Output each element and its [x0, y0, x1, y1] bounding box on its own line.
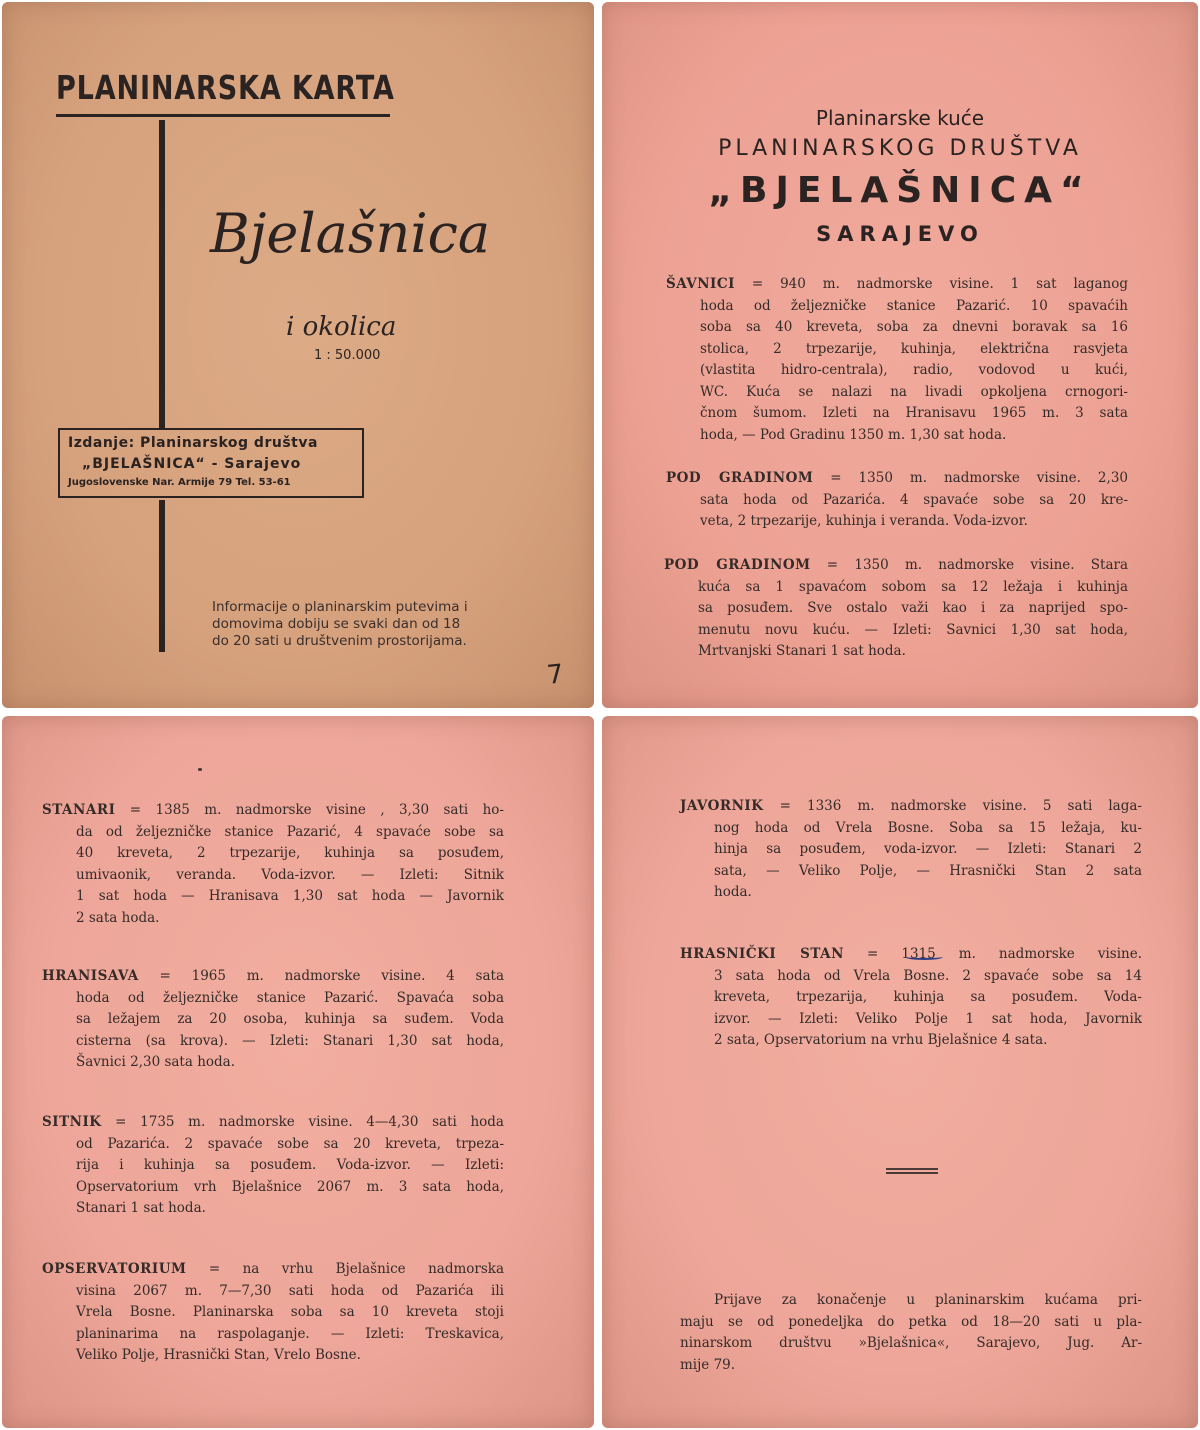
- entry-line: = 1350 m. nadmorske visine. 2,30: [813, 470, 1128, 486]
- entry-line: 1 sat hoda — Hranisava 1,30 sat hoda — Javornik: [76, 888, 504, 904]
- entry-line: nog hoda od Vrela Bosne. Soba sa 15 ležaja, ku-: [714, 819, 1142, 836]
- entry-line: sata hoda od Pazarića. 4 spavaće sobe sa 20 kre-: [700, 491, 1128, 508]
- hut-name: POD GRADINOM: [666, 470, 814, 486]
- vertical-rule-top: [159, 120, 165, 428]
- hut-entry-javornik: [680, 796, 1142, 904]
- note-line: ninarskom društvu »Bjelašnica«, Sarajevo, Jug. Ar-: [680, 1335, 1142, 1351]
- entry-line: hoda, — Pod Gradinu 1350 m. 1,30 sat hoda.: [700, 426, 1007, 443]
- entry-line: = 1965 m. nadmorske visine. 4 sata: [138, 968, 504, 984]
- publisher-line-2: „BJELAŠNICA“ - Sarajevo: [82, 456, 302, 472]
- entry-line: stolica, 2 trpezarije, kuhinja, električna rasvjeta: [700, 340, 1128, 357]
- pen-underline: [905, 954, 943, 960]
- entry-line: kuća sa 1 spavaćom sobom sa 12 ležaja i kuhinja: [698, 578, 1128, 595]
- entry-line: (vlastita hidro-centrala), radio, vodovod u kući,: [700, 362, 1128, 378]
- entry-line: menutu novu kuću. — Izleti: Savnici 1,30 sat hoda,: [698, 621, 1128, 638]
- entry-line: čnom šumom. Izleti na Hranisavu 1965 m. 3 sata: [700, 405, 1128, 421]
- entry-line: Šavnici 2,30 sata hoda.: [76, 1054, 236, 1070]
- entry-line: sa ležajem za 20 osoba, kuhinja sa suđem. Voda: [76, 1011, 504, 1027]
- entry-line: cisterna (sa krova). — Izleti: Stanari 1,30 sat hoda,: [76, 1032, 504, 1049]
- entry-line: veta, 2 trpezarije, kuhinja i veranda. Voda-izvor.: [700, 513, 1028, 529]
- hut-name: SITNIK: [42, 1114, 102, 1130]
- info-line: Informacije o planinarskim putevima i: [212, 599, 468, 615]
- entry-line: = 1385 m. nadmorske visine , 3,30 sati ho-: [115, 802, 504, 818]
- hut-entry-hrasnicki-stan: [680, 944, 1142, 1052]
- cover-subtitle: i okolica: [286, 312, 397, 342]
- map-scale: 1 : 50.000: [314, 348, 381, 363]
- hut-entry-stanari: [42, 800, 504, 929]
- publisher-line-1: Izdanje: Planinarskog društva: [68, 435, 318, 451]
- entry-line: = 1315 m. nadmorske visine.: [843, 946, 1143, 962]
- vertical-rule-bottom: [159, 500, 165, 652]
- entry-line: Veliko Polje, Hrasnički Stan, Vrelo Bosne.: [76, 1347, 361, 1363]
- publisher-box: [58, 428, 364, 498]
- entry-line: Vrela Bosne. Planinarska soba sa 10 kreveta stoji: [76, 1304, 504, 1320]
- huts-panel-2: [2, 716, 594, 1428]
- hut-entry-opservatorium: [42, 1259, 504, 1367]
- entry-line: hoda.: [714, 884, 752, 900]
- note-line: mije 79.: [680, 1356, 736, 1373]
- title-underline: [56, 114, 390, 117]
- hut-entry-hranisava: [42, 966, 504, 1074]
- entry-line: = 1735 m. nadmorske visine. 4—4,30 sati hoda: [101, 1114, 504, 1130]
- hut-name: STANARI: [42, 802, 116, 818]
- entry-line: izvor. — Izleti: Veliko Polje 1 sat hoda, Javornik: [714, 1010, 1142, 1027]
- entry-line: sa posuđem. Sve ostalo važi kao i za naprijed spo-: [698, 600, 1128, 616]
- entry-line: rija i kuhinja sa posuđem. Voda-izvor. — Izleti:: [76, 1157, 504, 1173]
- header-society-name: „BJELAŠNICA“: [708, 170, 1092, 211]
- huts-panel-1: [602, 2, 1198, 708]
- entry-line: hoda od željezničke stanice Pazarić. 10 spavaćih: [700, 297, 1128, 314]
- hut-entry-sitnik: [42, 1112, 504, 1220]
- entry-line: = na vrhu Bjelašnice nadmorska: [186, 1261, 504, 1277]
- entry-line: visina 2067 m. 7—7,30 sati hoda od Pazarića ili: [76, 1282, 504, 1299]
- cover-panel: [2, 2, 594, 708]
- footer-note: [680, 1290, 1142, 1376]
- hut-entry-pod-gradinom-old: [664, 555, 1128, 663]
- entry-line: hoda od željezničke stanice Pazarić. Spavaća soba: [76, 989, 504, 1006]
- hut-name: HRANISAVA: [42, 968, 139, 984]
- cover-title: PLANINARSKA KARTA: [56, 68, 395, 107]
- entry-line: 40 kreveta, 2 trpezarije, kuhinja sa posuđem,: [76, 845, 504, 861]
- entry-line: = 1336 m. nadmorske visine. 5 sati laga-: [763, 798, 1142, 814]
- entry-line: hinja sa posuđem, voda-izvor. — Izleti: Stanari 2: [714, 841, 1142, 857]
- header-line-1: Planinarske kuće: [815, 106, 985, 130]
- note-line: Prijave za konačenje u planinarskim kućama pri-: [714, 1292, 1142, 1308]
- hut-name: HRASNIČKI STAN: [680, 946, 844, 962]
- entry-line: planinarima na raspolaganje. — Izleti: Treskavica,: [76, 1325, 504, 1342]
- huts-panel-3: [602, 716, 1198, 1428]
- cover-mountain-name: Bjelašnica: [210, 202, 491, 265]
- hut-entry-pod-gradinom-new: [666, 468, 1128, 533]
- publisher-line-3: Jugoslovenske Nar. Armije 79 Tel. 53-61: [68, 477, 291, 488]
- entry-line: Stanari 1 sat hoda.: [76, 1200, 206, 1216]
- cover-info-text: [212, 599, 542, 650]
- entry-line: da od željezničke stanice Pazarić, 4 spavaće sobe sa: [76, 823, 504, 840]
- info-line: domovima dobiju se svaki dan od 18: [212, 616, 461, 632]
- entry-line: = 1350 m. nadmorske visine. Stara: [810, 557, 1129, 573]
- hut-name: JAVORNIK: [680, 798, 764, 814]
- hut-name: POD GRADINOM: [664, 557, 811, 573]
- entry-line: 3 sata hoda od Vrela Bosne. 2 spavaće sobe sa 14: [714, 967, 1142, 984]
- hut-name: OPSERVATORIUM: [42, 1261, 187, 1277]
- note-line: maju se od ponedeljka do petka od 18—20 sati u pla-: [680, 1313, 1142, 1330]
- entry-line: sata, — Veliko Polje, — Hrasnički Stan 2 sata: [714, 862, 1142, 879]
- entry-line: soba sa 40 kreveta, soba za dnevni boravak sa 16: [700, 319, 1128, 335]
- entry-line: 2 sata hoda.: [76, 909, 160, 926]
- entry-line: = 940 m. nadmorske visine. 1 sat laganog: [734, 276, 1128, 292]
- header-city: SARAJEVO: [816, 222, 984, 246]
- entry-line: 2 sata, Opservatorium na vrhu Bjelašnice 4 sata.: [714, 1032, 1048, 1048]
- entry-line: od Pazarića. 2 spavaće sobe sa 20 kreveta, trpeza-: [76, 1135, 504, 1152]
- handwritten-number: 7: [545, 659, 566, 691]
- header-line-2: PLANINARSKOG DRUŠTVA: [718, 136, 1082, 161]
- hut-name: ŠAVNICI: [666, 276, 735, 292]
- entry-line: Opservatorium vrh Bjelašnice 2067 m. 3 sata hoda,: [76, 1178, 504, 1195]
- double-rule-divider: [886, 1168, 938, 1174]
- hut-entry-savnici: [666, 274, 1128, 446]
- entry-line: kreveta, trpezarija, kuhinja sa posuđem. Voda-: [714, 989, 1142, 1005]
- entry-line: Mrtvanjski Stanari 1 sat hoda.: [698, 643, 906, 659]
- info-line: do 20 sati u društvenim prostorijama.: [212, 633, 467, 649]
- paper-mark: [198, 768, 202, 771]
- entry-line: WC. Kuća se nalazi na livadi opkoljena crnogori-: [700, 383, 1128, 400]
- entry-line: umivaonik, veranda. Voda-izvor. — Izleti: Sitnik: [76, 866, 504, 883]
